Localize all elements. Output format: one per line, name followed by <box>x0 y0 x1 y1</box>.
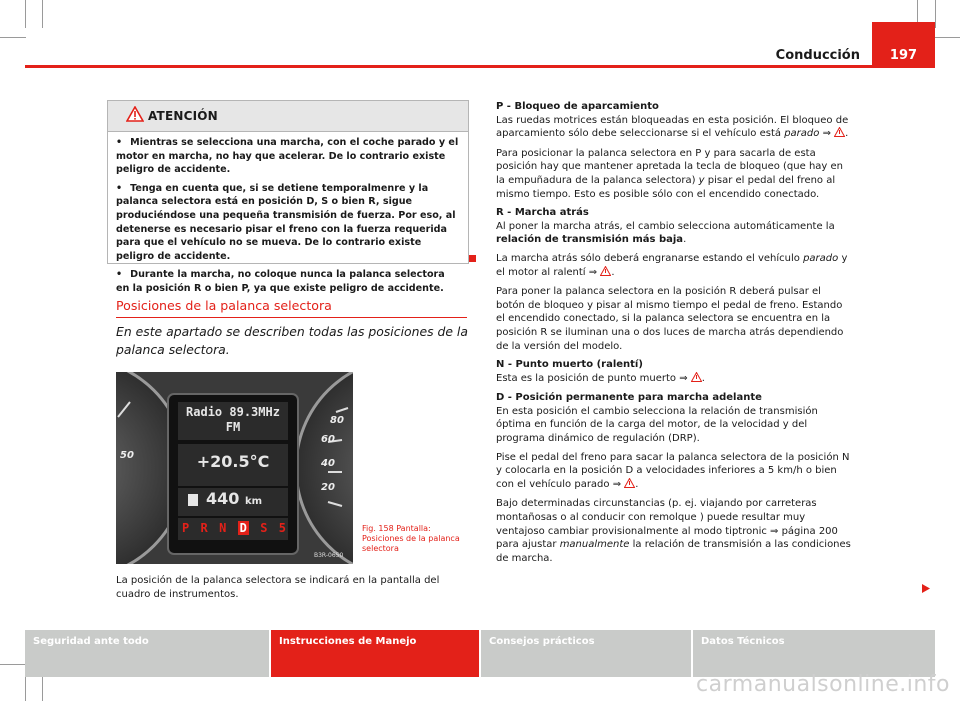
speed-tick-label: 60 <box>321 434 335 445</box>
heading-n: N - Punto muerto (ralentí) <box>496 359 643 371</box>
footer-tab-datos[interactable]: Datos Técnicos <box>693 630 935 677</box>
crop-mark <box>0 664 26 665</box>
header-rule <box>25 65 935 68</box>
warning-item: • Tenga en cuenta que, si se detiene temporalmenre y la palanca selectora está en posición D, S o bien R, sigue produciéndose una pequeña transmisión de fuerza. Por eso, al detenerse es necesario pisar el freno con la fuerza requerida para que el vehículo no se mueva. De lo contrario existe peligro de accidente. <box>116 182 456 262</box>
watermark: carmanualsonline.info <box>696 672 950 697</box>
figure-dashboard <box>116 372 353 564</box>
heading-d: D - Posición permanente para marcha adelante <box>496 392 762 404</box>
right-column <box>496 100 851 570</box>
warning-item: • Mientras se selecciona una marcha, con el coche parado y el motor en marcha, no hay que acelerar. De lo contrario existe peligro de accidente. <box>116 137 459 176</box>
footer-tab-seguridad[interactable]: Seguridad ante todo <box>25 630 269 677</box>
gear-r: R <box>200 521 208 535</box>
gear-p: P <box>182 521 190 535</box>
crop-mark <box>935 0 936 28</box>
paragraph: Bajo determinadas circunstancias (p. ej. viajando por carreteras montañosas o al conducir con remolque ) puede resultar muy ventajoso cambiar provisionalmente al modo tiptronic ⇒ página 200 para ajustar manualmente la relación de transmisión a las condiciones de marcha. <box>496 498 851 564</box>
crop-mark <box>0 37 26 38</box>
paragraph: Esta es la posición de punto muerto ⇒ . <box>496 372 851 387</box>
paragraph: Las ruedas motrices están bloqueadas en esta posición. El bloqueo de aparcamiento sólo debe seleccionarse si el vehículo está parado ⇒ . <box>496 114 851 142</box>
left-paragraph: La posición de la palanca selectora se indicará en la pantalla del cuadro de instrumentos. <box>116 575 440 600</box>
footer-tab-consejos[interactable]: Consejos prácticos <box>481 630 691 677</box>
gear-indicator <box>182 521 286 535</box>
paragraph: La marcha atrás sólo deberá engranarse estando el vehículo parado y el motor al ralentí ⇒ . <box>496 252 851 280</box>
fuel-pump-icon <box>188 494 198 506</box>
section-rule <box>116 317 467 318</box>
continue-arrow-icon <box>922 578 930 597</box>
heading-p: P - Bloqueo de aparcamiento <box>496 101 659 112</box>
warning-box <box>107 100 469 294</box>
paragraph: Pise el pedal del freno para sacar la palanca selectora de la posición N y colocarla en la posición D a velocidades inferiores a 5 km/h o bien con el vehículo parado ⇒ . <box>496 451 851 493</box>
crop-mark <box>934 37 960 38</box>
warning-triangle-icon <box>834 127 845 142</box>
speed-tick-label: 20 <box>321 482 335 493</box>
gear-5: 5 <box>278 521 286 535</box>
figure-caption: Fig. 158 Pantalla: Posiciones de la palanca selectora <box>362 524 460 553</box>
crop-mark <box>42 0 43 28</box>
crop-mark <box>25 0 26 28</box>
warning-header <box>108 101 468 132</box>
paragraph: Para posicionar la palanca selectora en P y para sacarla de esta posición hay que mantener apretada la tecla de bloqueo (que hay en la empuñadura de la palanca selectora) y pisar el pedal del freno al mismo tiempo. Esto es posible sólo con el encendido conectado. <box>496 147 843 200</box>
paragraph: Para poner la palanca selectora en la posición R deberá pulsar el botón de bloqueo y pisar al mismo tiempo el pedal de freno. Estando el encendido conectado, si la palanca selectora se encuentra en la posición R se iluminan una o dos luces de marcha atrás dependiendo de la versión del modelo. <box>496 286 844 352</box>
footer-tabs <box>25 630 935 677</box>
warning-triangle-icon <box>600 266 611 281</box>
warning-body <box>108 132 468 296</box>
paragraph: Al poner la marcha atrás, el cambio selecciona automáticamente la relación de transmisión más baja. <box>496 220 835 246</box>
speed-tick-label: 80 <box>330 415 344 426</box>
paragraph: En esta posición el cambio selecciona la relación de transmisión óptima en función de la carga del motor, de la velocidad y del programa dinámico de regulación (DRP). <box>496 405 818 445</box>
gear-s: S <box>260 521 268 535</box>
temperature-readout: +20.5°C <box>196 452 270 471</box>
heading-r: R - Marcha atrás <box>496 207 589 219</box>
left-gauge-label: 50 <box>120 450 134 461</box>
page-number: 197 <box>889 48 918 63</box>
chapter-title: Conducción <box>775 48 860 63</box>
warning-item: • Durante la marcha, no coloque nunca la palanca selectora en la posición R o bien P, ya que existe peligro de accidente. <box>116 269 445 294</box>
crop-mark <box>25 674 26 701</box>
end-marker <box>469 255 476 262</box>
warning-triangle-icon <box>691 372 702 387</box>
footer-tab-instrucciones[interactable]: Instrucciones de Manejo <box>271 630 479 677</box>
gear-d: D <box>239 521 247 535</box>
gear-n: N <box>219 521 227 535</box>
speed-tick-label: 40 <box>321 458 335 469</box>
warning-title: ATENCIÓN <box>148 109 218 123</box>
section-title: Posiciones de la palanca selectora <box>116 298 332 313</box>
warning-triangle-icon <box>624 478 635 493</box>
figure-code: B3R-0650 <box>314 552 344 559</box>
radio-display-text: Radio 89.3MHz FM <box>186 405 280 434</box>
range-readout: 440 km <box>206 489 263 508</box>
crop-mark <box>42 674 43 701</box>
section-intro: En este apartado se describen todas las posiciones de la palanca selectora. <box>116 324 468 357</box>
warning-triangle-icon <box>126 106 144 126</box>
